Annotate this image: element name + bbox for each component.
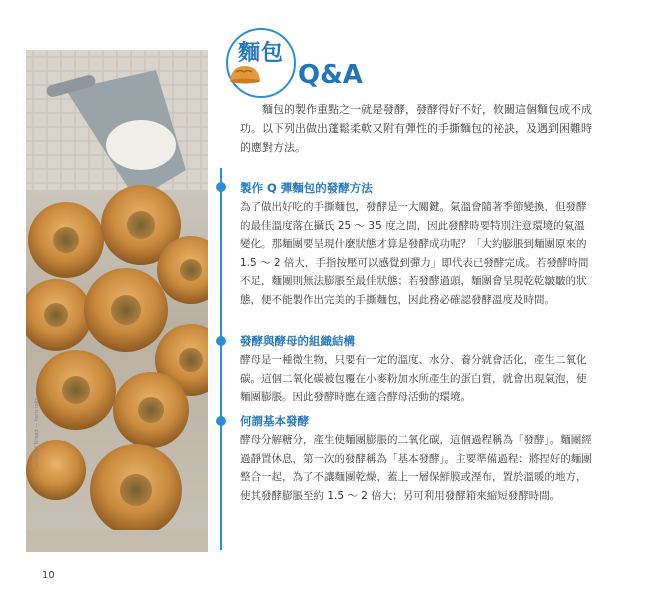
section-dot <box>216 416 226 426</box>
intro-paragraph: 麵包的製作重點之一就是發酵，發酵得好不好，攸關這個麵包成不成功。以下列出做出蓬鬆柔軟又附有彈性的手撕麵包的祕訣，及遇到困難時的應對方法。 <box>240 103 592 154</box>
page-title: 麵包 <box>238 41 285 66</box>
photo-caption: Pull-Apart Bread — herb rolls <box>34 397 40 470</box>
section-body: 為了做出好吃的手撕麵包，發酵是一大關鍵。氣溫會隨著季節變換，但發酵的最佳溫度落在攝氏 25 ～ 35 度之間，因此發酵時要特別注意環境的氣溫變化。那麵團要呈現什麼狀態才算是發酵成功呢？「大約膨脹到麵團原來的 1.5 ～ 2 倍大，手指按壓可以感覺到彈力」即代表已發酵完成。若發酵時間不足，麵團則無法膨脹至最佳狀態；若發酵過頭，麵團會呈現乾乾皺皺的狀態，便不能製作出完美的手撕麵包，因此務必確認發酵溫度及時間。 <box>240 201 589 306</box>
page-number: 10 <box>42 570 55 581</box>
bread-icon <box>228 62 262 84</box>
section-dot <box>216 182 226 192</box>
page-subtitle: Q&A <box>298 60 363 90</box>
bread-illustration <box>26 50 208 552</box>
intro-text <box>240 100 592 157</box>
section-dot <box>216 336 226 346</box>
bread-photo <box>26 50 208 552</box>
section-title: 製作 Q 彈麵包的發酵方法 <box>240 181 373 195</box>
divider-line <box>220 168 222 550</box>
section-body: 酵母是一種微生物，只要有一定的溫度、水分、養分就會活化，產生二氧化碳。這個二氧化碳被包覆在小麥粉加水所產生的蛋白質，就會出現氣泡，使麵團膨脹。因此發酵時應在適合酵母活動的環境。 <box>240 354 587 403</box>
section-body: 酵母分解糖分，產生使麵團膨脹的二氧化碳，這個過程稱為「發酵」。麵團經過靜置休息，第一次的發酵稱為「基本發酵」。主要準備過程：將捏好的麵團整合一起，為了不讓麵團乾燥，蓋上一層保鮮膜或溼布，置於溫暖的地方，使其發酵膨脹至約 1.5 ～ 2 倍大；另可利用發酵箱來縮短發酵時間。 <box>240 434 592 502</box>
section-fermentation-method <box>240 180 592 309</box>
section-basic-fermentation <box>240 413 592 505</box>
section-title: 何謂基本發酵 <box>240 414 309 428</box>
section-title: 發酵與酵母的組織結構 <box>240 334 355 348</box>
section-yeast-structure <box>240 333 592 407</box>
